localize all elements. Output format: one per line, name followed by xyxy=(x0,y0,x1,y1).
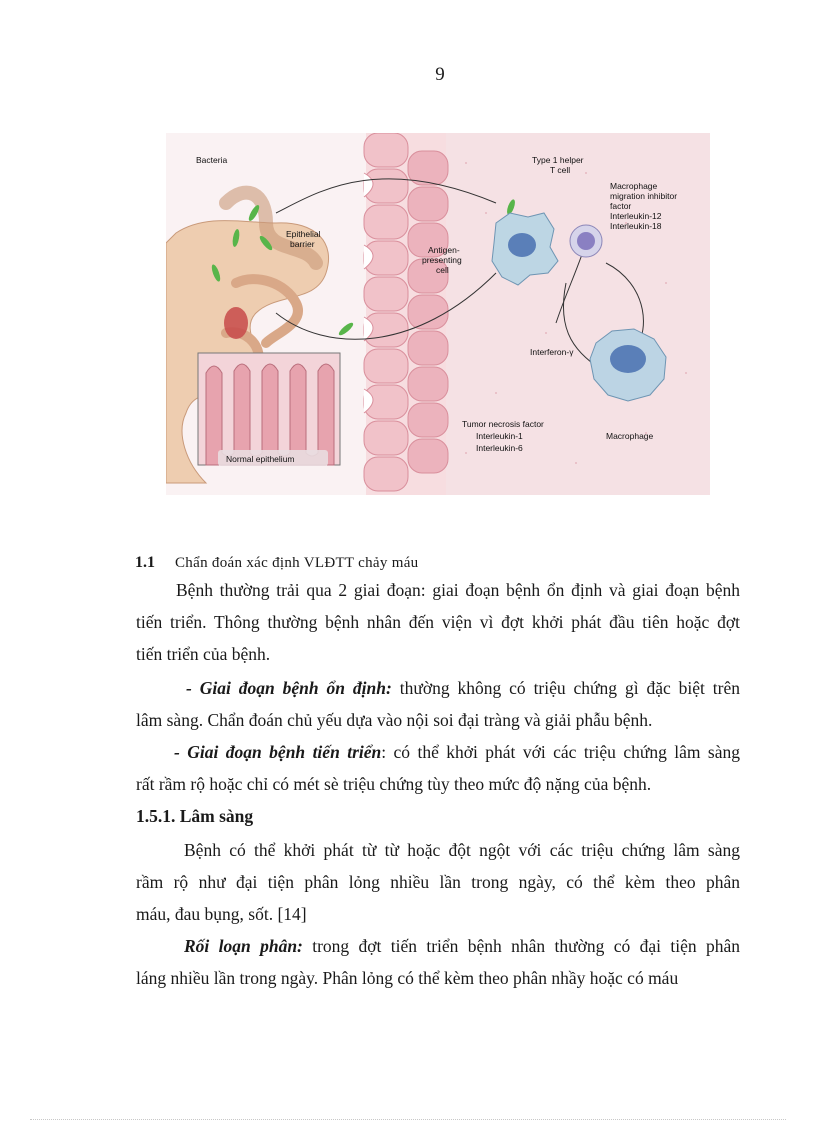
label-il6: Interleukin-6 xyxy=(476,443,523,453)
paragraph-1 xyxy=(136,574,740,670)
label-interferon: Interferon-γ xyxy=(530,347,574,357)
footer-rule xyxy=(30,1119,786,1120)
figure-illustration xyxy=(166,133,710,495)
p2-line-1-rest: thường không có triệu chứng gì đặc biệt trên xyxy=(391,678,740,698)
label-t-helper-2: T cell xyxy=(550,165,571,175)
paragraph-2 xyxy=(136,672,740,736)
label-mif-1: Macrophage xyxy=(610,181,658,191)
page-number: 9 xyxy=(435,64,445,85)
section-title: Chẩn đoán xác định VLĐTT chảy máu xyxy=(175,555,419,571)
p3-line-1 xyxy=(136,736,740,768)
label-mif-3: factor xyxy=(610,201,632,211)
p2-line-1 xyxy=(136,672,740,704)
p4-line-3: máu, đau bụng, sốt. [14] xyxy=(136,904,307,924)
p5-lead: Rối loạn phân: xyxy=(184,936,303,956)
label-epithelial-2: barrier xyxy=(290,239,315,249)
section-number: 1.1 xyxy=(135,554,155,571)
label-antigen-3: cell xyxy=(436,265,449,275)
p2-line-2: lâm sàng. Chẩn đoán chủ yếu dựa vào nội soi đại tràng và giải phẫu bệnh. xyxy=(136,710,653,730)
section-heading xyxy=(135,548,418,572)
label-antigen-1: Antigen- xyxy=(428,245,460,255)
label-macrophage: Macrophage xyxy=(606,431,654,441)
p5-line-2: láng nhiều lần trong ngày. Phân lỏng có thể kèm theo phân nhầy hoặc có máu xyxy=(136,968,679,988)
subsection-heading: 1.5.1. Lâm sàng xyxy=(136,806,254,826)
normal-epithelium-inset xyxy=(198,353,340,466)
p1-line-3: tiến triển của bệnh. xyxy=(136,644,271,664)
p5-line-1 xyxy=(136,930,740,962)
paragraph-5 xyxy=(136,930,740,994)
p1-line-1: Bệnh thường trải qua 2 giai đoạn: giai đoạn bệnh ổn định và giai đoạn bệnh xyxy=(176,580,740,600)
p1-line-2: tiến triển. Thông thường bệnh nhân đến viện vì đợt khởi phát đầu tiên hoặc đợt xyxy=(136,612,740,632)
p3-line-1-rest: : có thể khởi phát với các triệu chứng lâm sàng xyxy=(381,742,740,762)
p3-lead: - Giai đoạn bệnh tiến triển xyxy=(174,742,382,762)
label-il12: Interleukin-12 xyxy=(610,211,662,221)
label-t-helper-1: Type 1 helper xyxy=(532,155,584,165)
label-il1: Interleukin-1 xyxy=(476,431,523,441)
p5-line-1-rest: trong đợt tiến triển bệnh nhân thường có đại tiện phân xyxy=(302,936,740,956)
p3-line-2: rất rầm rộ hoặc chỉ có mét sè triệu chứng tùy theo mức độ nặng của bệnh. xyxy=(136,774,652,794)
label-tnf: Tumor necrosis factor xyxy=(462,419,544,429)
label-mif-2: migration inhibitor xyxy=(610,191,678,201)
p4-line-2: rầm rộ như đại tiện phân lỏng nhiều lần trong ngày, có thể kèm theo phân xyxy=(136,872,740,892)
paragraph-3 xyxy=(136,736,740,800)
paragraph-4 xyxy=(136,834,740,930)
p2-lead: - Giai đoạn bệnh ổn định: xyxy=(186,678,392,698)
label-bacteria: Bacteria xyxy=(196,155,228,165)
pathophysiology-figure xyxy=(166,133,710,495)
label-antigen-2: presenting xyxy=(422,255,462,265)
t-helper-cell xyxy=(570,225,602,257)
p4-line-1: Bệnh có thể khởi phát từ từ hoặc đột ngột với các triệu chứng lâm sàng xyxy=(184,840,740,860)
label-epithelial-1: Epithelial xyxy=(286,229,321,239)
label-normal-epithelium: Normal epithelium xyxy=(226,454,295,464)
label-il18: Interleukin-18 xyxy=(610,221,662,231)
